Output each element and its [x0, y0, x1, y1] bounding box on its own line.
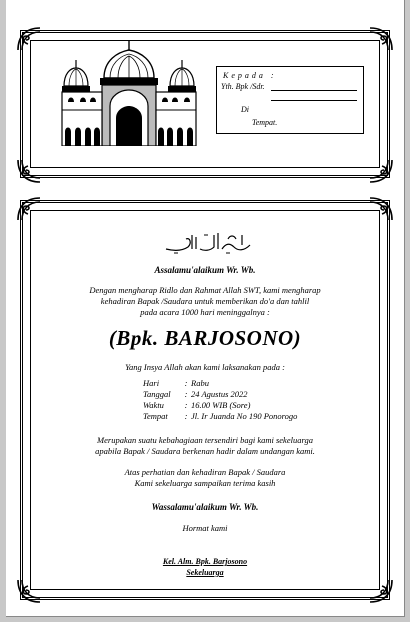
detail-label: Tempat: [143, 411, 168, 421]
happiness-paragraph: Merupakan suatu kebahagiaan tersendiri bagi kami sekeluarga apabila Bapak / Saudara berkenan hadir dalam undangan kami.: [95, 435, 315, 456]
document-page: [6, 0, 405, 617]
corner-ornament-icon: [16, 26, 42, 52]
corner-ornament-icon: [16, 158, 42, 184]
closing-greeting: Wassalamu'alaikum Wr. Wb.: [151, 502, 259, 512]
address-box: [216, 66, 364, 134]
corner-ornament-icon: [16, 578, 42, 604]
corner-ornament-icon: [368, 196, 394, 222]
detail-row-waktu: Waktu : 16.00 WIB (Sore): [143, 400, 251, 410]
intro-line-2: kehadiran Bapak /Saudara untuk memberikan do'a dan tahlil: [100, 296, 310, 306]
deceased-name: (Bpk. BARJOSONO): [108, 326, 302, 350]
detail-value: Rabu: [191, 378, 209, 388]
detail-row-tempat: Tempat : Jl. Ir Juanda No 190 Ponorogo: [143, 411, 298, 421]
greeting: Assalamu'alaikum Wr. Wb.: [154, 265, 256, 275]
corner-ornament-icon: [368, 158, 394, 184]
detail-value: Jl. Ir Juanda No 190 Ponorogo: [191, 411, 298, 421]
di-label: Di: [241, 105, 249, 114]
address-line-2: [271, 100, 357, 101]
intro-line-1: Dengan mengharap Ridlo dan Rahmat Allah SWT, kami mengharap: [89, 285, 321, 295]
mosque-illustration-icon: [58, 40, 200, 146]
address-line-1: [271, 90, 357, 91]
detail-label: Waktu: [143, 400, 164, 410]
sekeluarga-signature: Sekeluarga: [186, 568, 224, 577]
detail-row-hari: Hari : Rabu: [143, 378, 209, 388]
intro-text: [6, 285, 404, 318]
corner-ornament-icon: [16, 196, 42, 222]
tempat-label: Tempat.: [252, 118, 278, 127]
yth-label: Yth. Bpk /Sdr.: [221, 82, 265, 91]
corner-ornament-icon: [368, 578, 394, 604]
intro-line-3: pada acara 1000 hari meninggalnya :: [140, 307, 270, 317]
detail-value: 24 Agustus 2022: [191, 389, 248, 399]
bismillah-calligraphy-icon: [164, 229, 252, 255]
schedule-intro: Yang Insya Allah akan kami laksanakan pada :: [125, 362, 285, 372]
family-signature: Kel. Alm. Bpk. Barjosono: [162, 557, 248, 566]
thanks-paragraph: Atas perhatian dan kehadiran Bapak / Saudara Kami sekeluarga sampaikan terima kasih: [124, 467, 286, 488]
event-details: [143, 378, 297, 422]
hormat-kami: Hormat kami: [182, 523, 228, 533]
detail-row-tanggal: Tanggal : 24 Agustus 2022: [143, 389, 248, 399]
corner-ornament-icon: [368, 26, 394, 52]
detail-label: Hari: [143, 378, 160, 388]
detail-value: 16.00 WIB (Sore): [191, 400, 251, 410]
detail-label: Tanggal: [143, 389, 171, 399]
kepada-label: Kepada :: [223, 71, 277, 80]
